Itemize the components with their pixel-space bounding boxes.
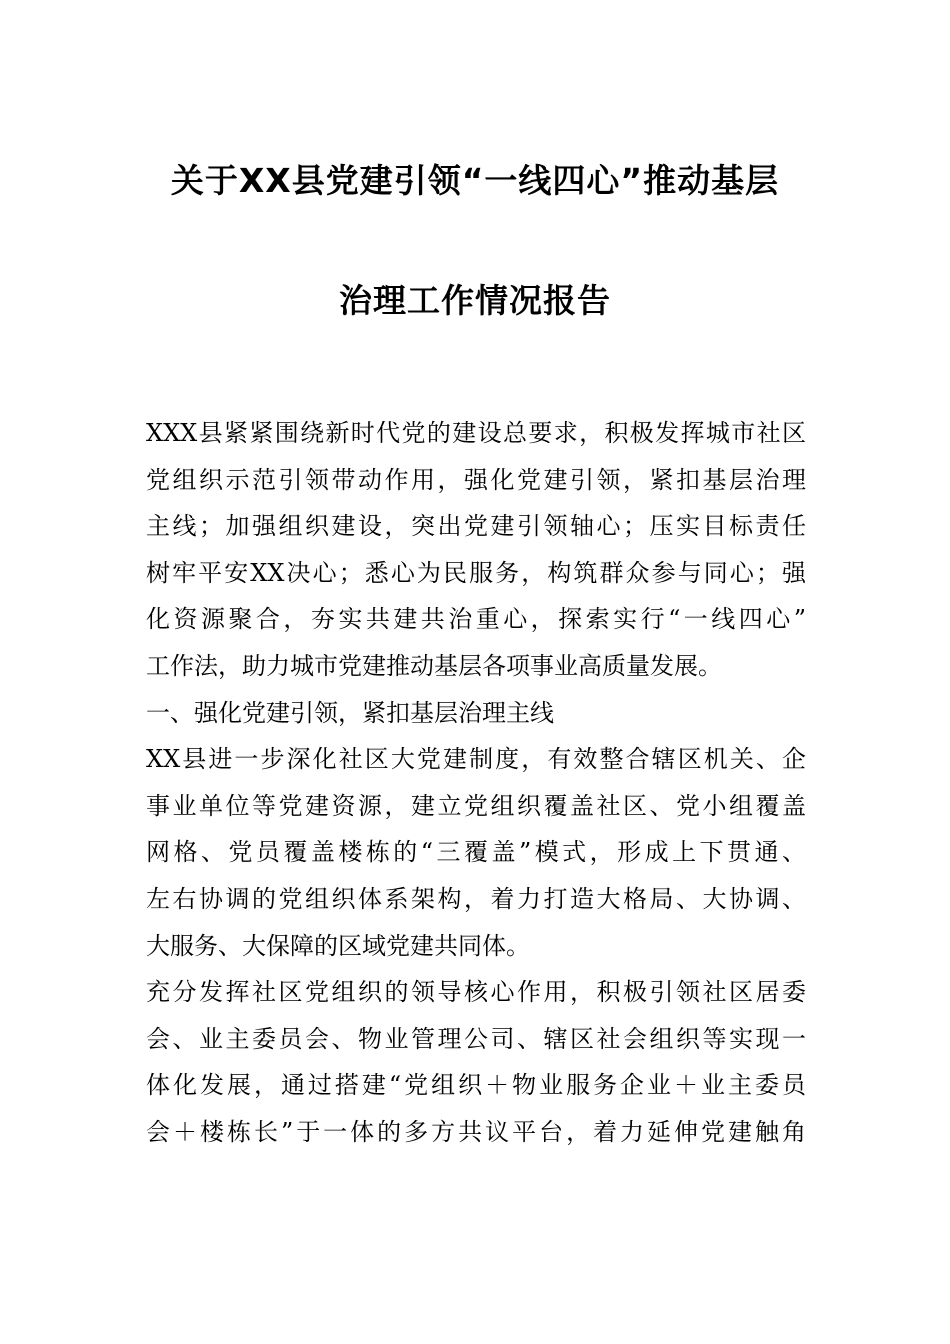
body-line: 会、业主委员会、物业管理公司、辖区社会组织等实现一 <box>146 1024 806 1053</box>
body-line: 网格、党员覆盖楼栋的“三覆盖”模式，形成上下贯通、 <box>146 838 806 867</box>
body-line: 树牢平安XX决心；悉心为民服务，构筑群众参与同心；强 <box>146 558 806 587</box>
body-line: 化资源聚合，夯实共建共治重心，探索实行“一线四心” <box>146 605 806 634</box>
body-line: XXX县紧紧围绕新时代党的建设总要求，积极发挥城市社区 <box>146 419 806 447</box>
body-line: 左右协调的党组织体系架构，着力打造大格局、大协调、 <box>146 884 806 913</box>
body-line: 党组织示范引领带动作用，强化党建引领，紧扣基层治理 <box>146 465 806 494</box>
document-title-line-2: 治理工作情况报告 <box>339 281 611 320</box>
body-line: 主线；加强组织建设，突出党建引领轴心；压实目标责任 <box>146 512 806 541</box>
section-heading: 一、强化党建引领，紧扣基层治理主线 <box>146 698 554 727</box>
document-body <box>146 410 806 1156</box>
body-line: 工作法，助力城市党建推动基层各项事业高质量发展。 <box>146 651 722 680</box>
body-line: 会＋楼栋长”于一体的多方共议平台，着力延伸党建触角 <box>146 1117 806 1146</box>
body-line: XX县进一步深化社区大党建制度，有效整合辖区机关、企 <box>146 745 806 774</box>
body-line: 体化发展，通过搭建“党组织＋物业服务企业＋业主委员 <box>146 1071 806 1100</box>
body-line: 事业单位等党建资源，建立党组织覆盖社区、党小组覆盖 <box>146 791 806 820</box>
body-line: 充分发挥社区党组织的领导核心作用，积极引领社区居委 <box>146 978 806 1007</box>
body-line: 大服务、大保障的区域党建共同体。 <box>146 931 530 960</box>
document-title-line-1: 关于XX县党建引领“一线四心”推动基层 <box>170 161 780 200</box>
